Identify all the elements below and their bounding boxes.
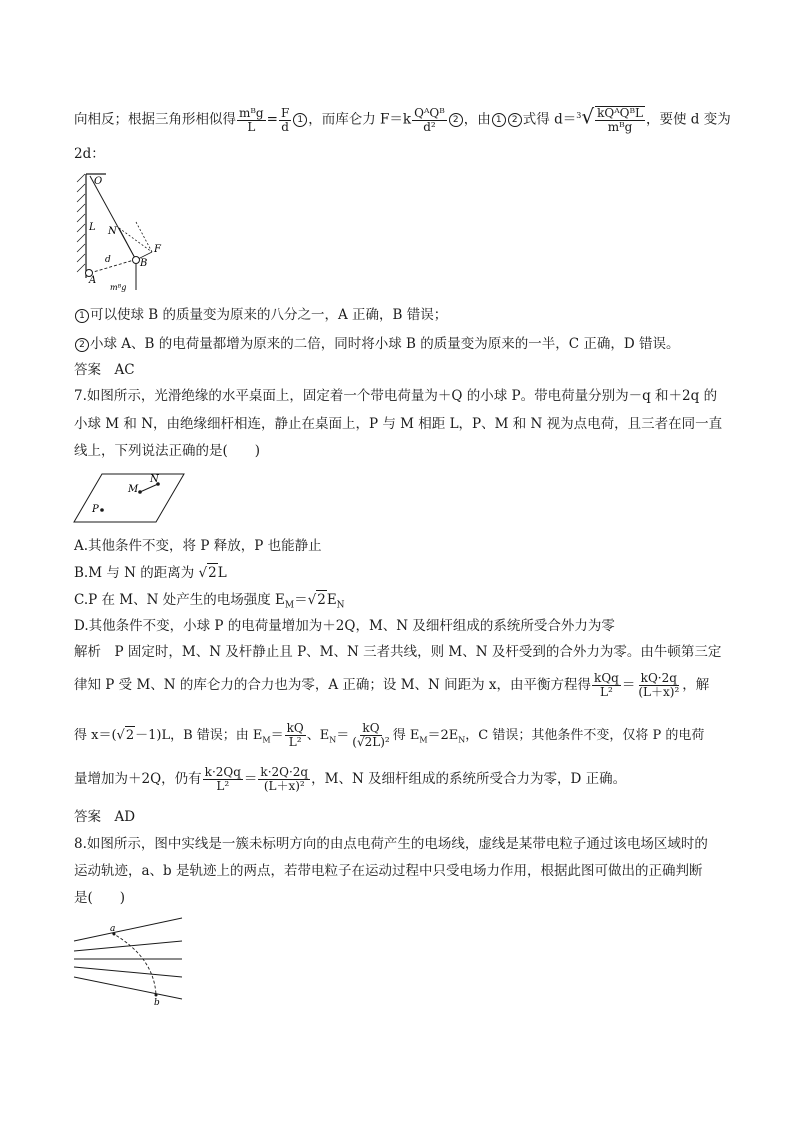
option-c: C.P 在 M、N 处产生的电场强度 $E_M=√2E_N$ xyxy=(74,592,345,611)
fraction xyxy=(595,106,645,134)
option-b: B.M 与 N 的距离为 √2L xyxy=(74,565,227,581)
numerator: QᴬQᴮ xyxy=(414,105,445,120)
numerator: k·2Q·2q xyxy=(260,765,309,779)
text-line xyxy=(74,335,680,353)
numerator: mᴮg xyxy=(239,105,264,120)
subscript: M xyxy=(262,735,271,745)
subscript: M xyxy=(284,600,295,611)
fraction xyxy=(237,107,266,134)
circled-number: 1 xyxy=(75,309,89,323)
fraction xyxy=(350,722,391,749)
numerator: kQᴬQᴮL xyxy=(597,106,644,120)
pendulum-figure xyxy=(72,170,172,296)
question-line: 7.如图所示，光滑绝缘的水平桌面上，固定着一个带电荷量为＋Q 的小球 P。带电荷量分别为－q 和＋2q 的 xyxy=(74,388,718,404)
denominator: L² xyxy=(288,735,302,749)
numerator: kQ xyxy=(362,721,380,735)
denominator: (L＋x)² xyxy=(263,779,305,793)
equals: ＝ xyxy=(243,771,258,787)
text-segment: ＝ xyxy=(294,592,308,608)
label-o: O xyxy=(94,176,103,187)
root-index: 3 xyxy=(576,111,582,120)
text-segment: ＝2E xyxy=(427,728,459,743)
text-segment: 可以使球 B 的质量变为原来的八分之一，A 正确，B 错误； xyxy=(90,307,448,323)
equals: ＝ xyxy=(270,728,284,743)
numerator: kQq xyxy=(594,671,619,685)
circled-number: 2 xyxy=(75,338,89,352)
text-segment: 律知 P 受 M、N 的库仑力的合力也为零，A 正确；设 M、N 间距为 x，由平衡方程得 xyxy=(74,677,592,693)
text-segment: 量增加为＋2Q，仍有 xyxy=(74,771,202,787)
formula-line xyxy=(74,106,731,134)
text-segment: ，M、N 及细杆组成的系统所受合力为零，D 正确。 xyxy=(311,771,627,787)
analysis-line xyxy=(74,766,626,793)
denominator: d² xyxy=(423,119,436,134)
option-a: A.其他条件不变，将 P 释放，P 也能静止 xyxy=(74,538,322,554)
text-segment: 得 x＝( xyxy=(74,728,117,743)
analysis-line xyxy=(74,672,709,699)
text-line: 2d： xyxy=(74,146,105,162)
label-mg: mᴮg xyxy=(110,283,127,292)
text-segment: 得 E xyxy=(392,728,420,743)
text-segment: ，而库仑力 F＝k xyxy=(308,111,412,128)
fraction xyxy=(412,107,447,134)
label-d: d xyxy=(105,255,111,265)
radical-sign: √ xyxy=(581,104,595,129)
denominator: L² xyxy=(600,685,613,699)
circled-number: 1 xyxy=(293,113,307,127)
text-segment: E xyxy=(326,592,337,608)
denominator: mᴮg xyxy=(607,120,633,134)
circled-number: 2 xyxy=(449,113,463,127)
circled-number: 2 xyxy=(508,113,522,127)
text-segment: B.M 与 N 的距离为 xyxy=(74,565,199,581)
label-a: a xyxy=(110,924,116,934)
text-line xyxy=(74,306,447,324)
radicand: 2 xyxy=(317,592,326,608)
option-d: D.其他条件不变，小球 P 的电荷量增加为＋2Q，M、N 及细杆组成的系统所受合外力为零 xyxy=(74,618,615,634)
denominator: d xyxy=(281,119,289,134)
radicand: 2 xyxy=(208,565,217,581)
label-b: b xyxy=(154,998,160,1007)
answer-line: 答案 AD xyxy=(74,809,136,825)
subscript: N xyxy=(458,735,466,745)
circled-number: 1 xyxy=(492,113,506,127)
text-segment: ，解 xyxy=(682,677,710,693)
fraction xyxy=(258,766,310,793)
label-n: N xyxy=(108,226,117,237)
question-line: 线上，下列说法正确的是( ) xyxy=(74,443,261,459)
fraction xyxy=(285,722,306,749)
analysis-line: 解析 P 固定时，M、N 及杆静止且 P、M、N 三者共线，则 M、N 及杆受到的合外力为零。由牛顿第三定 xyxy=(74,644,722,660)
numerator: k·2Qq xyxy=(204,765,241,779)
analysis-line: 得 x＝(√2－1)L，B 错误；由 $E_M=$ $\frac{kQ}{\text{L²}}$ 、$E_N=$ $\frac{kQ}{\text{(√2L)²}}$ 得 $E_M=2E_N$，C 错误；其他条件不变，仅将 P 的电荷 xyxy=(74,721,705,749)
label-p: P xyxy=(92,504,99,515)
table-figure xyxy=(72,470,188,526)
fraction xyxy=(636,672,681,699)
denominator: L xyxy=(247,119,256,134)
label-f: F xyxy=(154,244,161,255)
text-segment: 、E xyxy=(306,728,330,743)
question-line: 运动轨迹，a、b 是轨迹上的两点，若带电粒子在运动过程中只受电场力作用，根据此图可做出的正确判断 xyxy=(74,863,703,879)
denominator: (L＋x)² xyxy=(638,685,680,699)
text-segment: －1)L，B 错误；由 E xyxy=(135,728,263,743)
text-segment: ，要使 d 变为 xyxy=(646,111,731,128)
text-segment: C.P 在 M、N 处产生的电场强度 E xyxy=(74,592,285,608)
label-l: L xyxy=(89,222,96,233)
fraction xyxy=(279,107,291,134)
equals: ＝ xyxy=(621,677,636,693)
answer-line: 答案 AC xyxy=(74,362,135,378)
radicand: 2 xyxy=(125,728,135,743)
numerator: kQ xyxy=(286,721,304,735)
text-segment: 式得 d＝ xyxy=(522,111,577,128)
question-line: 小球 M 和 N，由绝缘细杆相连，静止在桌面上，P 与 M 相距 L，P、M 和 N 视为点电荷，且三者在同一直 xyxy=(74,416,723,432)
text-segment: L xyxy=(217,565,227,581)
equals: = xyxy=(266,111,278,128)
fraction xyxy=(203,766,243,793)
text-segment: 小球 A、B 的电荷量都增为原来的二倍，同时将小球 B 的质量变为原来的一半，C 正确，D 错误。 xyxy=(90,336,680,352)
text-segment: ，由 xyxy=(463,111,491,128)
fraction xyxy=(592,672,621,699)
subscript: N xyxy=(329,735,337,745)
label-b: B xyxy=(140,258,148,269)
question-line: 是( ) xyxy=(74,890,126,906)
numerator: kQ·2q xyxy=(640,671,677,685)
text-segment: ，C 错误；其他条件不变，仅将 P 的电荷 xyxy=(465,728,705,743)
question-line: 8.如图所示，图中实线是一簇未标明方向的由点电荷产生的电场线，虚线是某带电粒子通过该电场区域时的 xyxy=(74,836,708,852)
subscript: N xyxy=(336,600,345,611)
label-a: A xyxy=(89,275,97,286)
numerator: F xyxy=(280,105,290,120)
subscript: M xyxy=(419,735,428,745)
denominator: (√2L)² xyxy=(352,735,390,749)
equals: ＝ xyxy=(336,728,350,743)
label-n: N xyxy=(150,474,159,485)
denominator: L² xyxy=(216,779,230,793)
field-lines-figure xyxy=(72,913,186,1007)
text-segment: 向相反；根据三角形相似得 xyxy=(74,111,236,128)
label-m: M xyxy=(128,484,139,495)
